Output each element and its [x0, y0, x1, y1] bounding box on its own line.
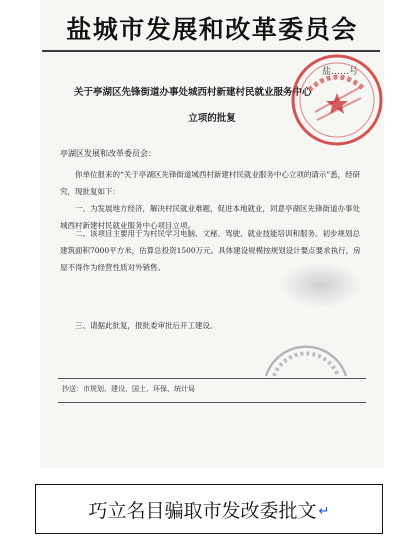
caption-box [35, 484, 383, 534]
cc-line: 抄送：市规划、建设、国土、环保、统计局 [62, 385, 195, 393]
document-number: 盐……号 [321, 67, 358, 77]
body-paragraph-2: 一、为发展地方经济，解决村民就业难题，促进本地就业，同意亭湖区先锋街道办事处城西村新建村民就业服务中心项目立项。 [60, 204, 360, 230]
scanned-document [40, 0, 384, 468]
official-seal-top [287, 50, 384, 150]
body-paragraph-1: 你单位报来的“关于亭湖区先锋街道城西村新建村民就业服务中心立项的请示”悉，经研究，现批复如下： [60, 170, 361, 196]
body-paragraph-4: 三、请据此批复，报批委审批后开工建设。 [75, 321, 218, 330]
return-arrow-icon: ↵ [318, 503, 330, 519]
recipient: 亭湖区发展和改革委员会： [60, 149, 156, 158]
letterhead: 盐城市发展和改革委员会 [66, 15, 358, 44]
official-seal-bottom [258, 312, 354, 384]
scan-smudge [280, 262, 362, 308]
caption-text: 巧立名目骗取市发改委批文 [88, 499, 317, 522]
bottom-rule [58, 402, 366, 403]
document-title-line1: 关于亭湖区先锋街道办事处城西村新建村民就业服务中心 [74, 87, 312, 98]
body-paragraph-3: 二、该项目主要用于为村民学习电脑、文秘、驾驶、就业技能培训和服务。初步规划总建筑面积7000平方米，估算总投资1500万元。具体建设规模按规划设计要点要求执行，房屋不得作为经营性质对外销售。 [60, 229, 361, 272]
document-title-line2: 立项的批复 [188, 113, 236, 124]
